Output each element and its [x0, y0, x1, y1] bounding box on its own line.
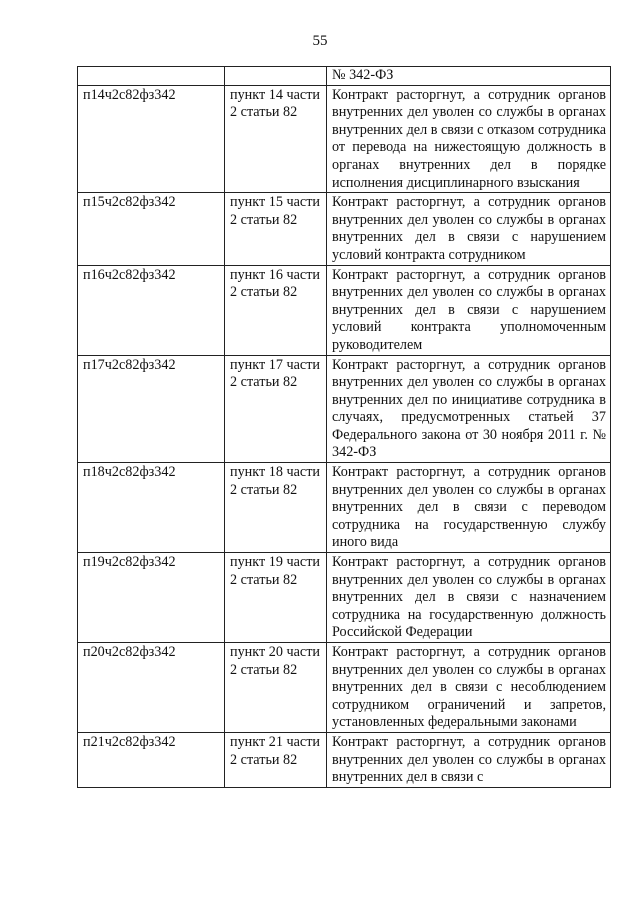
point-cell: пункт 18 части 2 статьи 82 [225, 463, 327, 553]
point-cell: пункт 19 части 2 статьи 82 [225, 553, 327, 643]
table-row [78, 193, 611, 265]
table-row [78, 355, 611, 463]
description-cell: Контракт расторгнут, а сотрудник органов внутренних дел уволен со службы в органах внутренних дел в связи с переводом сотрудника на государственную службу иного вида [327, 463, 611, 553]
table-row [78, 265, 611, 355]
code-cell: п14ч2с82фз342 [78, 85, 225, 193]
page-number: 55 [312, 33, 328, 49]
point-cell: пункт 14 части 2 статьи 82 [225, 85, 327, 193]
point-cell: пункт 16 части 2 статьи 82 [225, 265, 327, 355]
point-cell: пункт 20 части 2 статьи 82 [225, 643, 327, 733]
table-row [78, 732, 611, 787]
code-cell: п17ч2с82фз342 [78, 355, 225, 463]
description-cell: Контракт расторгнут, а сотрудник органов внутренних дел уволен со службы в органах внутренних дел в связи с отказом сотрудника от перевода на нижестоящую должность в органах внутренних дел в порядке исполнения дисциплинарного взыскания [327, 85, 611, 193]
table-row-header-continuation [78, 67, 611, 86]
dismissal-codes-table [77, 66, 611, 788]
code-cell: п21ч2с82фз342 [78, 732, 225, 787]
code-cell: п16ч2с82фз342 [78, 265, 225, 355]
description-cell: Контракт расторгнут, а сотрудник органов внутренних дел уволен со службы в органах внутренних дел в связи с нарушением условий контракта уполномоченным руководителем [327, 265, 611, 355]
code-cell: п20ч2с82фз342 [78, 643, 225, 733]
table-row [78, 643, 611, 733]
table-row [78, 85, 611, 193]
point-cell: пункт 17 части 2 статьи 82 [225, 355, 327, 463]
code-cell: п15ч2с82фз342 [78, 193, 225, 265]
code-cell: п19ч2с82фз342 [78, 553, 225, 643]
point-cell: пункт 21 части 2 статьи 82 [225, 732, 327, 787]
point-cell [225, 67, 327, 86]
description-cell: Контракт расторгнут, а сотрудник органов внутренних дел уволен со службы в органах внутренних дел в связи с нарушением условий контракта сотрудником [327, 193, 611, 265]
code-cell: п18ч2с82фз342 [78, 463, 225, 553]
description-cell: № 342-ФЗ [327, 67, 611, 86]
table-row [78, 553, 611, 643]
table-row [78, 463, 611, 553]
point-cell: пункт 15 части 2 статьи 82 [225, 193, 327, 265]
description-cell: Контракт расторгнут, а сотрудник органов внутренних дел уволен со службы в органах внутренних дел в связи с несоблюдением сотрудником ограничений и запретов, установленных федеральными законами [327, 643, 611, 733]
description-cell: Контракт расторгнут, а сотрудник органов внутренних дел уволен со службы в органах внутренних дел по инициативе сотрудника в случаях, предусмотренных статьей 37 Федерального закона от 30 ноября 2011 г. № 342-ФЗ [327, 355, 611, 463]
description-cell: Контракт расторгнут, а сотрудник органов внутренних дел уволен со службы в органах внутренних дел в связи с назначением сотрудника на государственную должность Российской Федерации [327, 553, 611, 643]
description-cell: Контракт расторгнут, а сотрудник органов внутренних дел уволен со службы в органах внутренних дел в связи с [327, 732, 611, 787]
code-cell [78, 67, 225, 86]
